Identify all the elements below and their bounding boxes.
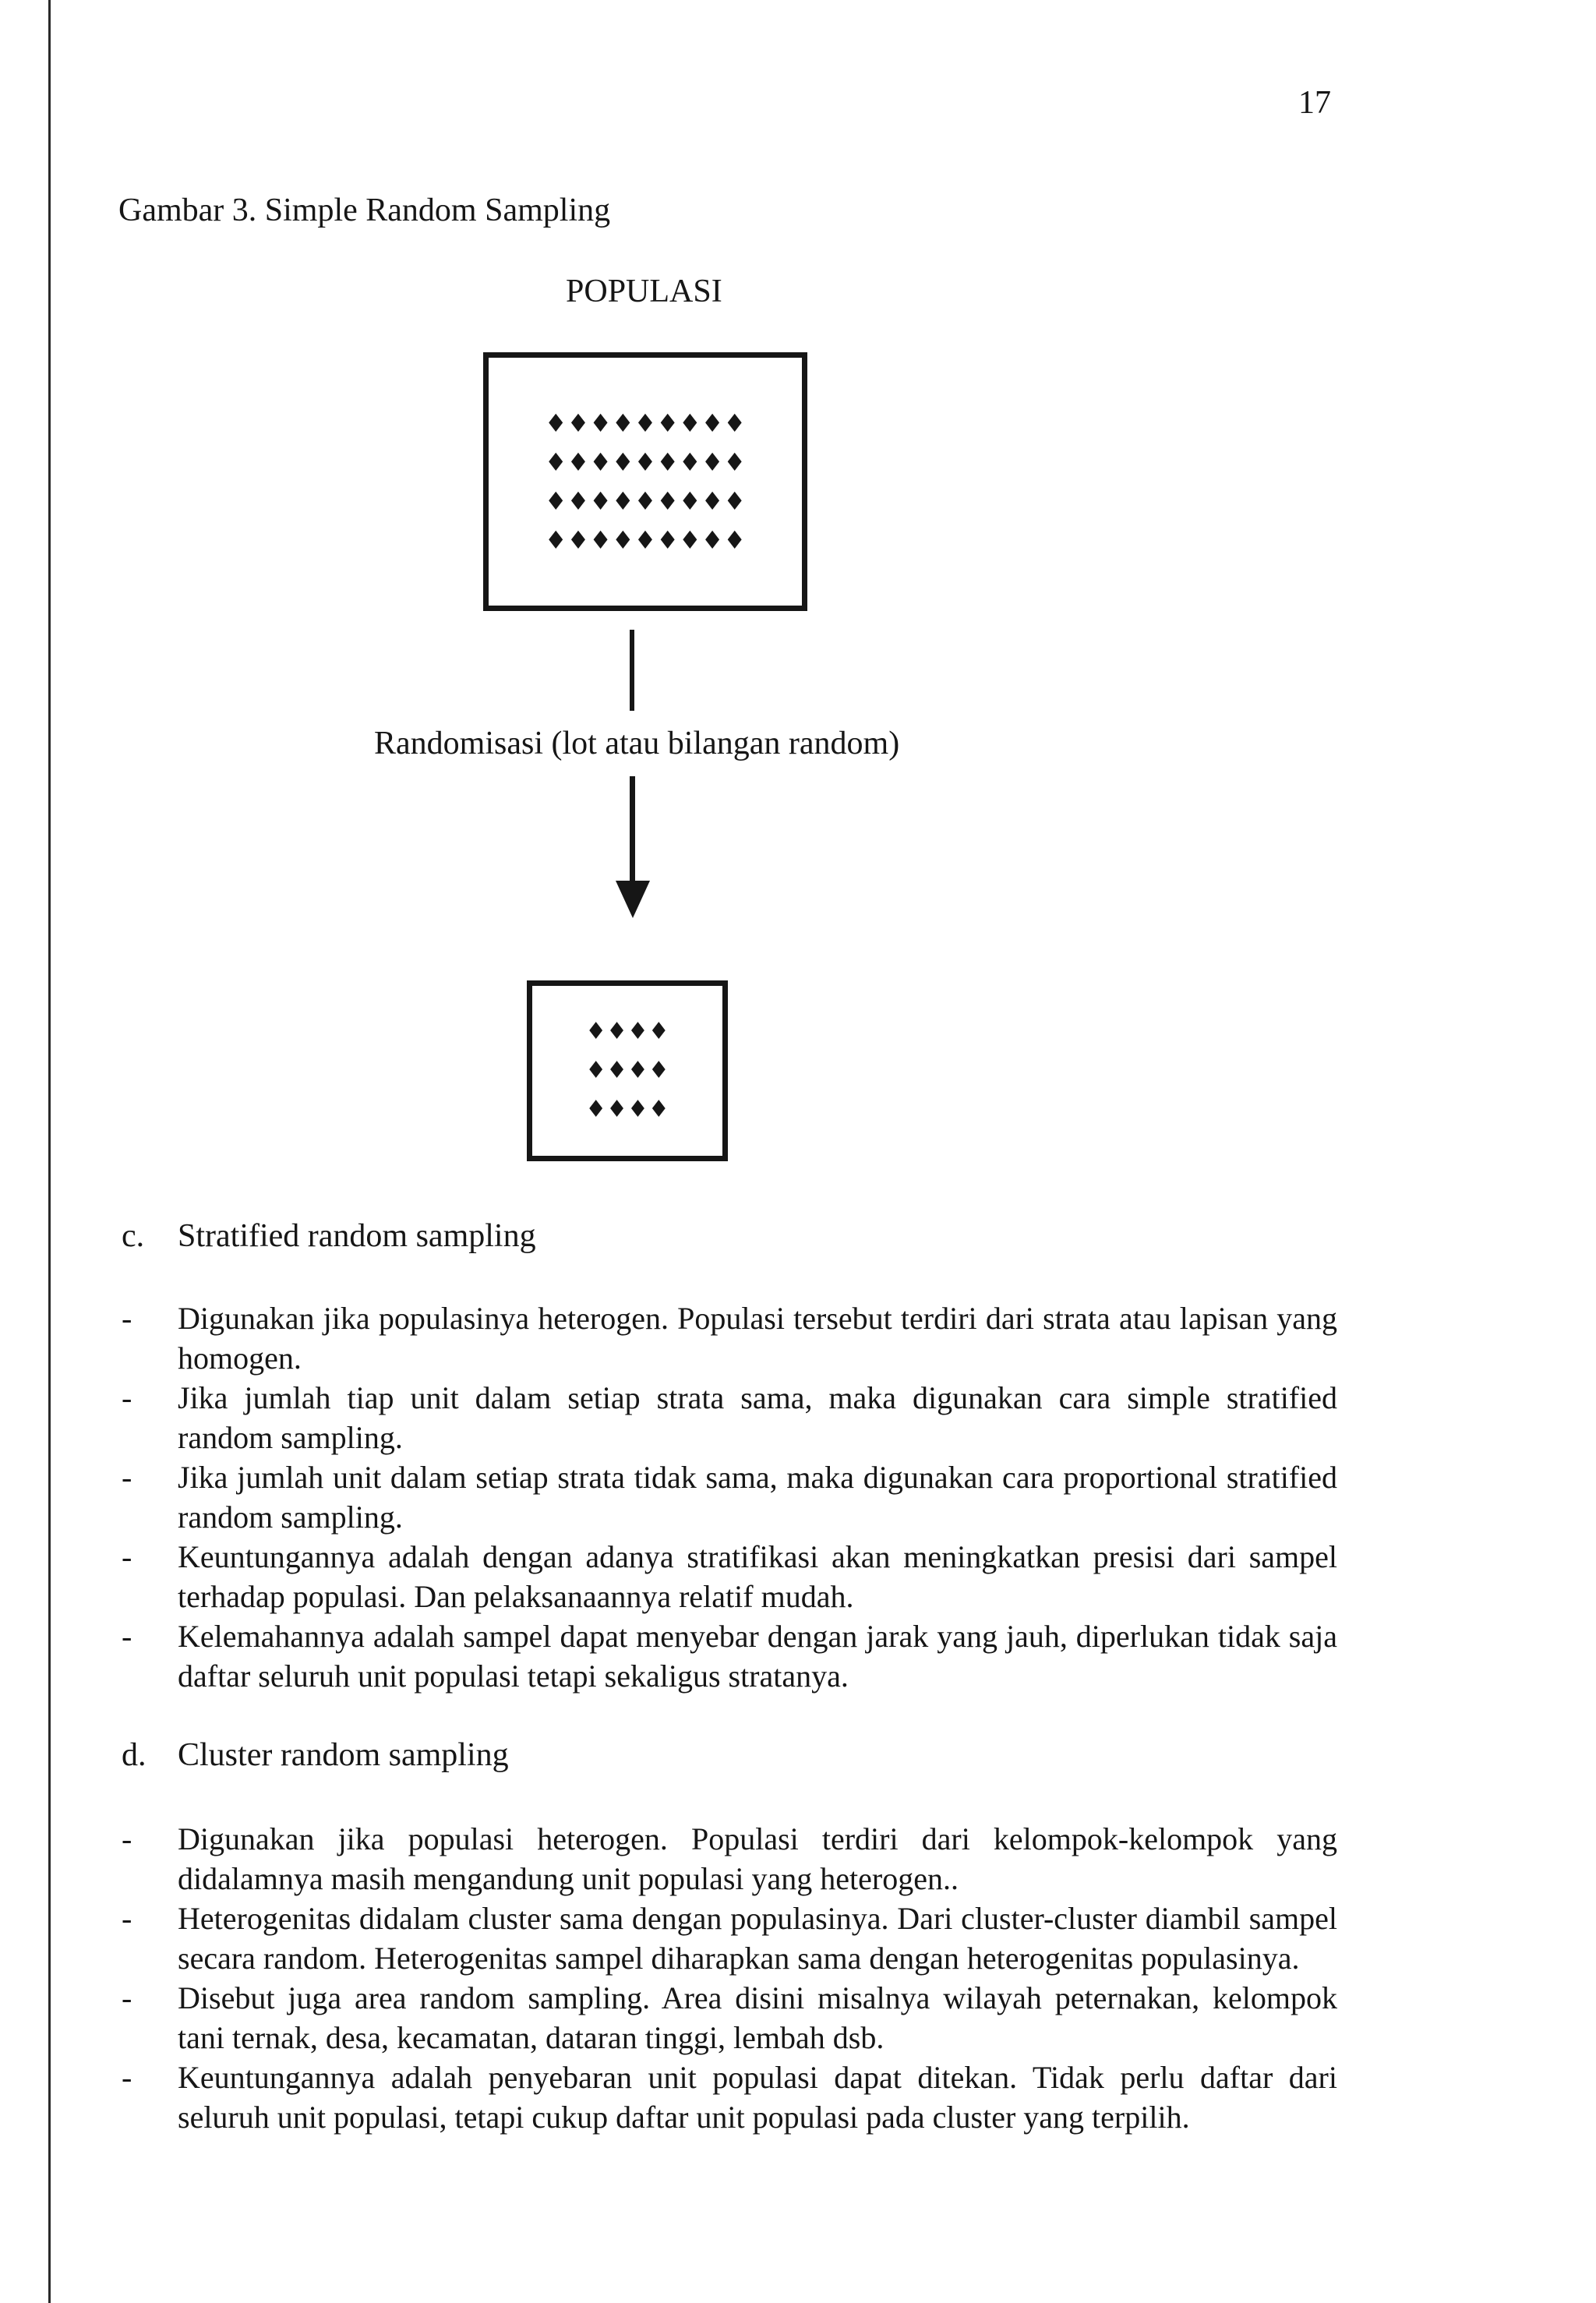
sample-box xyxy=(527,980,728,1161)
bullet-dash: - xyxy=(122,2060,132,2095)
arrow-down-icon xyxy=(616,881,650,918)
population-diamond-row: ♦♦♦♦♦♦♦♦♦ xyxy=(544,486,747,516)
bullet-text: Keuntungannya adalah penyebaran unit populasi dapat ditekan. Tidak perlu daftar dari seluruh unit populasi, tetapi cukup daftar unit populasi pada cluster yang terpilih. xyxy=(178,2060,1337,2135)
bullet-text: Kelemahannya adalah sampel dapat menyebar dengan jarak yang jauh, diperlukan tidak saja daftar seluruh unit populasi tetapi sekaligus stratanya. xyxy=(178,1619,1337,1694)
bullet-text: Digunakan jika populasinya heterogen. Populasi tersebut terdiri dari strata atau lapisan yang homogen. xyxy=(178,1301,1337,1376)
bullet-text: Jika jumlah tiap unit dalam setiap strata sama, maka digunakan cara simple stratified random sampling. xyxy=(178,1380,1337,1455)
bullet-text: Digunakan jika populasi heterogen. Populasi terdiri dari kelompok-kelompok yang didalamnya masih mengandung unit populasi yang heterogen.. xyxy=(178,1821,1337,1896)
bullet-dash: - xyxy=(122,1380,132,1415)
bullet-text: Keuntungannya adalah dengan adanya stratifikasi akan meningkatkan presisi dari sampel terhadap populasi. Dan pelaksanaannya relatif mudah. xyxy=(178,1539,1337,1614)
bullet-dash: - xyxy=(122,1619,132,1654)
list-item xyxy=(122,1537,1337,1616)
population-diamond-row: ♦♦♦♦♦♦♦♦♦ xyxy=(544,447,747,477)
population-box xyxy=(483,352,807,611)
bullet-text: Disebut juga area random sampling. Area disini misalnya wilayah peternakan, kelompok tani ternak, desa, kecamatan, dataran tinggi, lembah dsb. xyxy=(178,1980,1337,2055)
section-d-bullet-list xyxy=(122,1819,1337,2137)
population-diamond-row: ♦♦♦♦♦♦♦♦♦ xyxy=(544,408,747,438)
list-item xyxy=(122,1378,1337,1457)
section-c-heading xyxy=(122,1217,536,1255)
population-diamond-row: ♦♦♦♦♦♦♦♦♦ xyxy=(544,525,747,555)
bullet-dash: - xyxy=(122,1539,132,1574)
section-d-heading xyxy=(122,1736,509,1774)
bullet-text: Jika jumlah unit dalam setiap strata tidak sama, maka digunakan cara proportional stratified random sampling. xyxy=(178,1460,1337,1535)
population-label: POPULASI xyxy=(566,274,722,309)
section-c-bullet-list xyxy=(122,1298,1337,1696)
sample-diamond-row: ♦♦♦♦ xyxy=(585,1057,669,1084)
list-item xyxy=(122,1457,1337,1537)
list-item xyxy=(122,1978,1337,2058)
section-c-letter: c. xyxy=(122,1218,145,1254)
list-item xyxy=(122,1616,1337,1696)
list-item xyxy=(122,2058,1337,2137)
page-margin-line xyxy=(48,0,51,2303)
bullet-dash: - xyxy=(122,1821,132,1856)
figure-caption: Gambar 3. Simple Random Sampling xyxy=(118,193,611,228)
bullet-text: Heterogenitas didalam cluster sama dengan populasinya. Dari cluster-cluster diambil sampel secara random. Heterogenitas sampel diharapkan sama dengan heterogenitas populasinya. xyxy=(178,1901,1337,1976)
section-d-letter: d. xyxy=(122,1737,147,1773)
bullet-dash: - xyxy=(122,1901,132,1936)
page-number: 17 xyxy=(1298,85,1331,121)
bullet-dash: - xyxy=(122,1460,132,1495)
arrow-shaft xyxy=(630,776,635,885)
sample-diamond-row: ♦♦♦♦ xyxy=(585,1096,669,1123)
section-c-title: Stratified random sampling xyxy=(178,1218,536,1254)
randomisation-label: Randomisasi (lot atau bilangan random) xyxy=(374,726,900,761)
list-item xyxy=(122,1899,1337,1978)
sample-diamond-row: ♦♦♦♦ xyxy=(585,1018,669,1045)
section-d-title: Cluster random sampling xyxy=(178,1737,509,1773)
bullet-dash: - xyxy=(122,1301,132,1336)
connector-line xyxy=(630,630,634,711)
bullet-dash: - xyxy=(122,1980,132,2015)
list-item xyxy=(122,1819,1337,1899)
list-item xyxy=(122,1298,1337,1378)
